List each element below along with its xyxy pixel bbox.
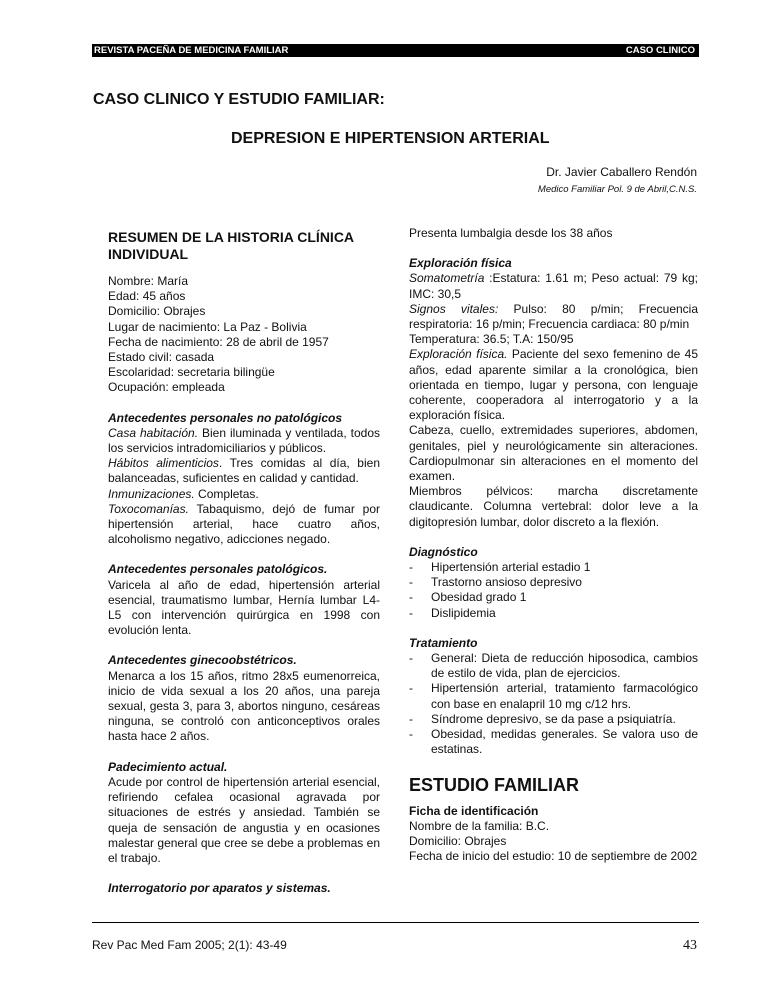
expl-text: Paciente del sexo femenino de 45 años, edad aparente similar a la cronológica, bien orientada en tiempo, lugar y persona, con lenguaje coherente, cooperadora al interrogatorio y a la exploración física.: [409, 347, 698, 423]
ago-text: Menarca a los 15 años, ritmo 28x5 eumenorreica, inicio de vida sexual a los 20 años, una pareja sexual, gesta 3, para 3, abortos ninguno, cesáreas ninguna, se controló con anticonceptivos orales hasta hace 2 años.: [108, 668, 380, 744]
list-item: - Obesidad grado 1: [409, 590, 698, 605]
history-heading: RESUMEN DE LA HISTORIA CLÍNICA INDIVIDUAL: [108, 229, 354, 262]
list-item: - Síndrome depresivo, se da pase a psiquiatría.: [409, 712, 698, 727]
app-heading: Antecedentes personales patológicos.: [108, 562, 328, 577]
exploracion-fisica: [409, 347, 698, 423]
habitos-label: Hábitos alimenticios: [108, 456, 219, 471]
somatometria: [409, 271, 698, 301]
right-column: [409, 226, 698, 864]
miembros-text: Miembros pélvicos: marcha discretamente claudicante. Columna vertebral: dolor leve a la digitopresión lumbar, dolor discreto a la flexión.: [409, 484, 698, 529]
lumbalgia-text: Presenta lumbalgia desde los 38 años: [409, 226, 613, 240]
id-line: Ocupación: empleada: [108, 380, 225, 395]
id-line: Estado civil: casada: [108, 350, 215, 365]
expl-label: Exploración física.: [409, 347, 508, 362]
journal-header-bar: [92, 44, 699, 57]
signos-label: Signos vitales:: [409, 301, 499, 316]
list-item: - Obesidad, medidas generales. Se valora uso de estatinas.: [409, 727, 698, 757]
apnp-toxico: [108, 502, 380, 548]
list-item: - Trastorno ansioso depresivo: [409, 575, 698, 590]
author-affiliation: Medico Familiar Pol. 9 de Abril,C.N.S.: [537, 184, 697, 195]
casa-text: Bien iluminada y ventilada, todos los servicios intradomiciliarios y públicos.: [108, 425, 380, 456]
toxico-label: Toxocomanías.: [108, 501, 189, 516]
tratamiento-heading: Tratamiento: [409, 635, 478, 650]
habitos-text: . Tres comidas al día, bien balanceadas, suficientes en calidad y cantidad.: [108, 456, 380, 486]
inmun-label: Inmunizaciones.: [108, 486, 195, 501]
list-item: - Hipertensión arterial estadio 1: [409, 560, 698, 575]
article-title: CASO CLINICO Y ESTUDIO FAMILIAR:: [93, 91, 385, 108]
interrogatorio-heading: Interrogatorio por aparatos y sistemas.: [108, 881, 331, 896]
id-line: Edad: 45 años: [108, 289, 186, 304]
somato-text: :Estatura: 1.61 m; Peso actual: 79 kg; IMC: 30,5: [409, 271, 698, 301]
list-item: - General: Dieta de reducción hiposodica, cambios de estilo de vida, plan de ejercicios.: [409, 651, 698, 681]
apnp-casa: [108, 426, 380, 456]
apnp-habitos: [108, 456, 380, 486]
signos-text: Pulso: 80 p/min; Frecuencia respiratoria: 16 p/min; Frecuencia cardiaca: 80 p/min: [409, 301, 699, 332]
pa-heading: Padecimiento actual.: [108, 759, 228, 774]
apnp-heading: Antecedentes personales no patológicos: [108, 410, 343, 425]
casa-label: Casa habitación.: [108, 425, 199, 440]
patient-id-block: [108, 274, 380, 396]
toxico-text: Tabaquismo, dejó de fumar por hipertensión arterial, hace cuatro años, alcoholismo negativo, adicciones negado.: [108, 501, 380, 547]
tratamiento-list: [409, 651, 698, 757]
article-subtitle: DEPRESION E HIPERTENSION ARTERIAL: [231, 130, 550, 147]
journal-name: REVISTA PACEÑA DE MEDICINA FAMILIAR: [94, 45, 289, 56]
estudio-familiar-heading: ESTUDIO FAMILIAR: [409, 774, 579, 795]
ficha-line: Domicilio: Obrajes: [409, 833, 507, 848]
exploracion-heading: Exploración física: [409, 256, 512, 271]
apnp-inmun: [108, 487, 380, 502]
app-text: Varicela al año de edad, hipertensión arterial esencial, traumatismo lumbar, Hernía lumbar L4-L5 con intervención quirúrgica en 1998 con evolución lenta.: [108, 577, 380, 638]
footer-rule: [92, 922, 699, 923]
list-item: - Dislipidemia: [409, 606, 698, 621]
id-line: Lugar de nacimiento: La Paz - Bolivia: [108, 319, 307, 334]
ago-heading: Antecedentes ginecoobstétricos.: [108, 653, 297, 668]
ficha-line: Fecha de inicio del estudio: 10 de septiembre de 2002: [409, 849, 698, 864]
diagnostico-heading: Diagnóstico: [409, 544, 478, 559]
ficha-line: Nombre de la familia: B.C.: [409, 818, 550, 833]
temperatura: Temperatura: 36.5; T.A: 150/95: [409, 332, 574, 347]
id-line: Fecha de nacimiento: 28 de abril de 1957: [108, 334, 329, 349]
id-line: Nombre: María: [108, 274, 189, 288]
pa-text: Acude por control de hipertensión arterial esencial, refiriendo cefalea ocasional agravada por situaciones de estrés y ansiedad. También se queja de sensación de angustia y en ocasiones malestar general que cree se debe a problemas en el trabajo.: [108, 774, 380, 865]
section-label: CASO CLINICO: [625, 45, 695, 56]
id-line: Escolaridad: secretaria bilingüe: [108, 365, 275, 380]
list-item: - Hipertensión arterial, tratamiento farmacológico con base en enalapril 10 mg c/12 hrs.: [409, 681, 698, 711]
author-name: Dr. Javier Caballero Rendón: [546, 165, 697, 179]
page-number: 43: [683, 938, 697, 953]
id-line: Domicilio: Obrajes: [108, 304, 206, 319]
footer-citation: Rev Pac Med Fam 2005; 2(1): 43-49: [92, 938, 287, 952]
signos-vitales: [409, 302, 698, 332]
cabeza-text: Cabeza, cuello, extremidades superiores, abdomen, genitales, piel y neurológicamente sin alteraciones. Cardiopulmonar sin alteraciones en el momento del examen.: [409, 423, 698, 484]
left-column: [108, 226, 380, 896]
diagnostico-list: [409, 560, 698, 621]
ficha-heading: Ficha de identificación: [409, 803, 539, 818]
inmun-text: Completas.: [194, 486, 259, 501]
somato-label: Somatometría: [409, 271, 485, 286]
